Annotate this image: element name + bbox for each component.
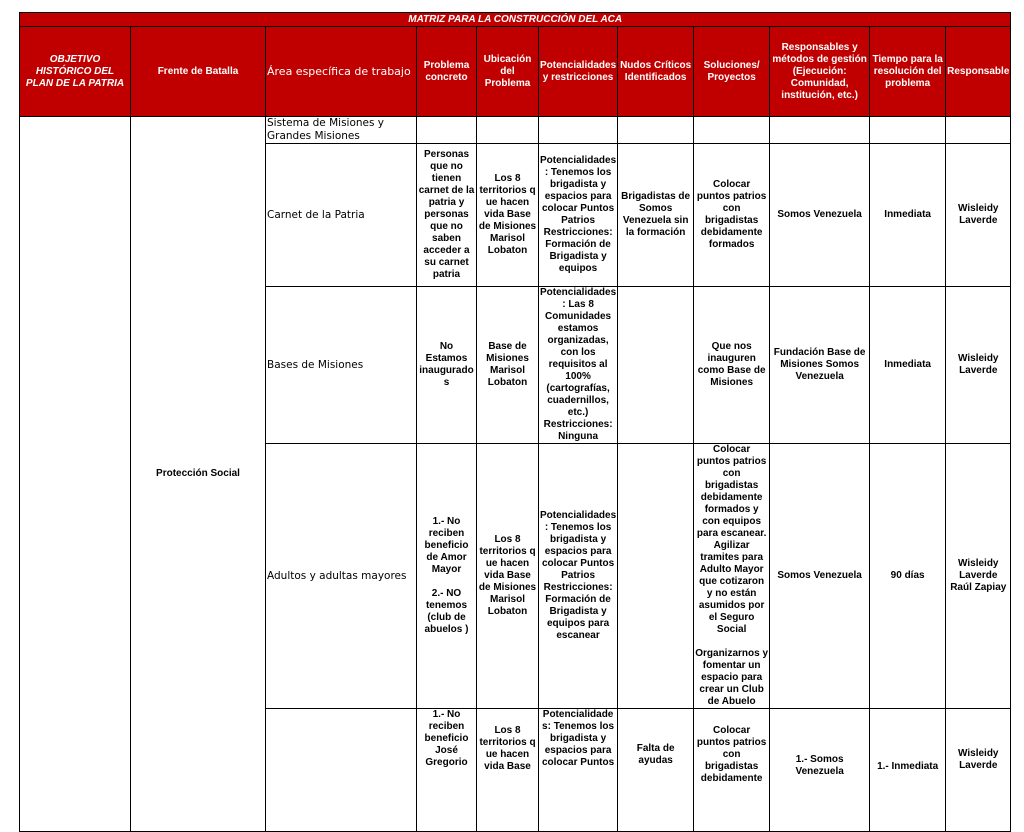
ubicacion-cell: Los 8 territorios q ue hacen vida Base de Misiones Marisol Lobaton (477, 444, 539, 709)
matrix-title: MATRIZ PARA LA CONSTRUCCIÓN DEL ACA (20, 13, 1011, 27)
responsable-cell (946, 117, 1011, 144)
aca-matrix-table (19, 12, 1011, 832)
objetivo-cell (20, 117, 131, 832)
responsables-cell: Somos Venezuela (770, 444, 870, 709)
header-tiempo: Tiempo para la resolución del problema (870, 27, 946, 117)
soluciones-cell (694, 117, 770, 144)
problema-cell: No Estamos inaugurado s (417, 287, 477, 444)
header-problema: Problema concreto (417, 27, 477, 117)
responsable-cell: Wisleidy Laverde (946, 709, 1011, 832)
frente-cell: Protección Social (131, 117, 266, 832)
responsable-cell: Wisleidy Laverde Raúl Zapiay (946, 444, 1011, 709)
tiempo-cell: 1.- Inmediata (870, 709, 946, 832)
ubicacion-cell: Los 8 territorios q ue hacen vida Base (477, 709, 539, 832)
tiempo-cell (870, 117, 946, 144)
table-row (20, 117, 1011, 144)
tiempo-cell: Inmediata (870, 287, 946, 444)
problema-cell: Personas que no tienen carnet de la patria y personas que no saben acceder a su carnet patria (417, 144, 477, 287)
tiempo-cell: 90 días (870, 444, 946, 709)
soluciones-cell: Colocar puntos patrios con brigadistas debidamente formados (694, 144, 770, 287)
potencialidades-cell: Potencialidade s: Tenemos los brigadista y espacios para colocar Puntos (539, 709, 618, 832)
header-responsables-metodos: Responsables y métodos de gestión (Ejecución: Comunidad, institución, etc.) (770, 27, 870, 117)
area-cell: Adultos y adultas mayores (266, 444, 417, 709)
nudos-cell: Brigadistas de Somos Venezuela sin la formación (618, 144, 694, 287)
problema-cell (417, 117, 477, 144)
potencialidades-cell: Potencialidades : Tenemos los brigadista y espacios para colocar Puntos Patrios Restricciones: Formación de Brigadista y equipos para escanear (539, 444, 618, 709)
problema-cell: 1.- No reciben beneficio de Amor Mayor 2.- NO tenemos (club de abuelos ) (417, 444, 477, 709)
header-ubicacion: Ubicación del Problema (477, 27, 539, 117)
potencialidades-cell: Potencialidades : Las 8 Comunidades estamos organizadas, con los requisitos al 100% (cartografías, cuadernillos, etc.) Restricciones: Ninguna (540, 287, 617, 442)
responsables-cell: Fundación Base de Misiones Somos Venezuela (770, 287, 870, 444)
header-soluciones: Soluciones/ Proyectos (694, 27, 770, 117)
header-frente: Frente de Batalla (131, 27, 266, 117)
soluciones-cell: Colocar puntos patrios con brigadistas debidamente formados y con equipos para escanear. Agilizar tramites para Adulto Mayor que cotizaron y no están asumidos por el Seguro Social Organizarnos y fomentar un espacio para crear un Club de Abuelo (695, 444, 769, 707)
header-row (20, 27, 1011, 117)
area-cell: Carnet de la Patria (266, 144, 417, 287)
header-responsable: Responsable (946, 27, 1011, 117)
area-cell (266, 709, 417, 832)
area-cell: Bases de Misiones (266, 287, 417, 444)
ubicacion-cell: Los 8 territorios q ue hacen vida Base de Misiones Marisol Lobaton (477, 144, 539, 287)
header-potencialidades: Potencialidades y restricciones (539, 27, 618, 117)
potencialidades-cell (539, 117, 618, 144)
problema-cell: 1.- No reciben beneficio José Gregorio (417, 709, 477, 832)
responsables-cell (770, 117, 870, 144)
ubicacion-cell: Base de Misiones Marisol Lobaton (477, 287, 539, 444)
header-area: Área específica de trabajo (266, 27, 417, 117)
potencialidades-cell: Potencialidades : Tenemos los brigadista y espacios para colocar Puntos Patrios Restricciones: Formación de Brigadista y equipos (539, 144, 618, 287)
responsables-cell: 1.- Somos Venezuela (770, 709, 870, 832)
ubicacion-cell (477, 117, 539, 144)
header-objetivo: OBJETIVO HISTÓRICO DEL PLAN DE LA PATRIA (20, 27, 131, 117)
responsables-cell: Somos Venezuela (770, 144, 870, 287)
nudos-cell: Falta de ayudas (618, 709, 694, 832)
nudos-cell (618, 444, 694, 709)
tiempo-cell: Inmediata (870, 144, 946, 287)
nudos-cell (618, 117, 694, 144)
responsable-cell: Wisleidy Laverde (946, 144, 1011, 287)
responsable-cell: Wisleidy Laverde (946, 287, 1011, 444)
area-cell: Sistema de Misiones y Grandes Misiones (266, 117, 417, 144)
header-nudos: Nudos Críticos Identificados (618, 27, 694, 117)
soluciones-cell: Colocar puntos patrios con brigadistas debidamente (694, 709, 770, 832)
nudos-cell (618, 287, 694, 444)
soluciones-cell: Que nos inauguren como Base de Misiones (694, 287, 770, 444)
